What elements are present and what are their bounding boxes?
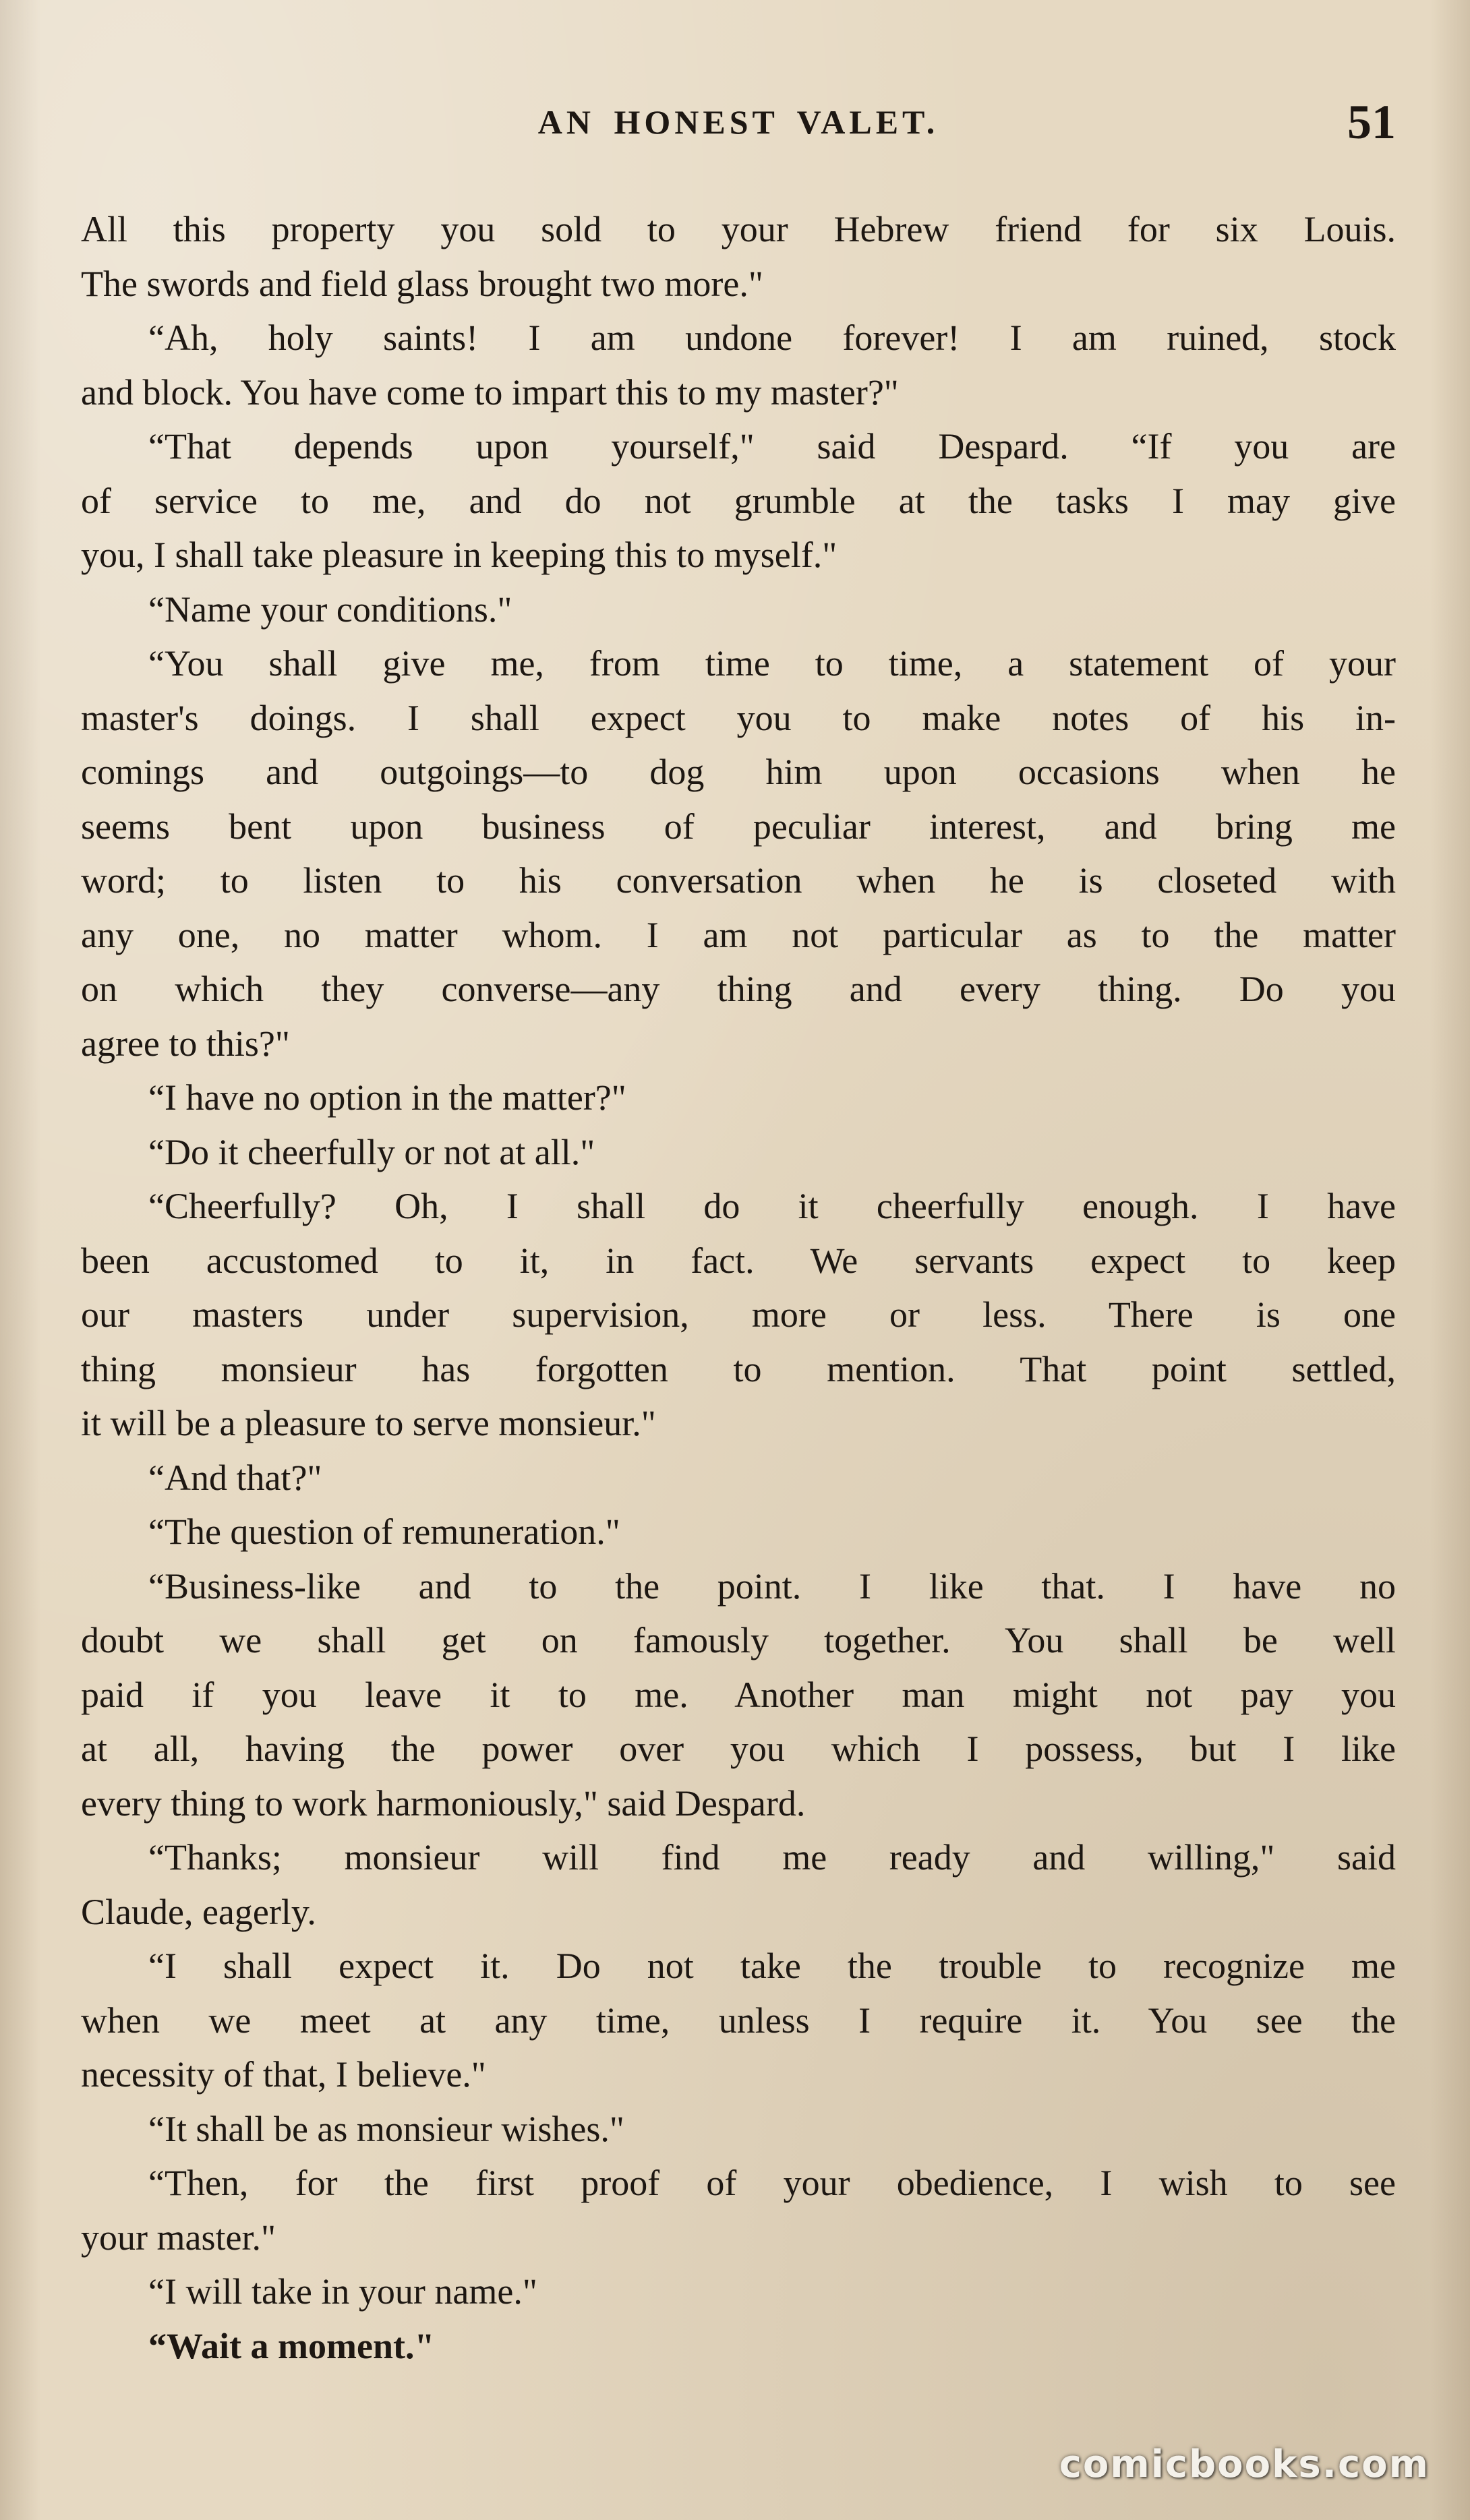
- text-line: “Wait a moment.": [148, 2325, 435, 2366]
- text-line: “Then, for the first proof of your obedience, I wish to see: [148, 2163, 1396, 2203]
- text-line: “Do it cheerfully or not at all.": [148, 1131, 595, 1172]
- text-line: every thing to work harmoniously," said Despard.: [81, 1782, 806, 1824]
- text-line: “You shall give me, from time to time, a statement of your: [148, 643, 1396, 684]
- text-line: you, I shall take pleasure in keeping this to myself.": [81, 535, 837, 575]
- text-line: our masters under supervision, more or less. There is one: [81, 1294, 1396, 1335]
- text-line: agree to this?": [81, 1023, 290, 1064]
- text-line: “The question of remuneration.": [148, 1511, 620, 1552]
- watermark: comicbooks.com: [1059, 2442, 1430, 2486]
- text-line: paid if you leave it to me. Another man might not pay you: [81, 1674, 1396, 1715]
- text-line: and block. You have come to impart this to my master?": [81, 371, 899, 413]
- text-line: The swords and field glass brought two more.": [81, 263, 763, 304]
- text-line: “Ah, holy saints! I am undone forever! I am ruined, stock: [148, 318, 1396, 358]
- text-line: “I will take in your name.": [148, 2271, 537, 2312]
- text-line: thing monsieur has forgotten to mention. That point settled,: [81, 1348, 1396, 1389]
- text-line: “Thanks; monsieur will find me ready and willing," said: [148, 1837, 1396, 1878]
- text-line: “Name your conditions.": [148, 589, 512, 630]
- text-line: All this property you sold to your Hebrew friend for six Louis.: [81, 209, 1396, 249]
- text-line: “I shall expect it. Do not take the trouble to recognize me: [148, 1946, 1396, 1986]
- text-line: Claude, eagerly.: [81, 1891, 316, 1932]
- text-line: on which they converse—any thing and every thing. Do you: [81, 969, 1396, 1009]
- page-number: 51: [1347, 95, 1396, 149]
- text-line: at all, having the power over you which I possess, but I like: [81, 1729, 1396, 1769]
- text-line: when we meet at any time, unless I require it. You see the: [81, 2000, 1396, 2041]
- text-line: “Business-like and to the point. I like that. I have no: [148, 1565, 1396, 1607]
- text-line: “That depends upon yourself," said Despard. “If you are: [148, 426, 1396, 467]
- text-line: of service to me, and do not grumble at the tasks I may give: [81, 480, 1396, 521]
- running-title: AN HONEST VALET.: [537, 103, 939, 141]
- running-head: [81, 94, 1396, 155]
- text-line: “And that?": [148, 1457, 322, 1498]
- text-line: your master.": [81, 2217, 276, 2258]
- body-text: [81, 202, 1396, 2373]
- text-line: comings and outgoings—to dog him upon occasions when he: [81, 752, 1396, 792]
- text-line: master's doings. I shall expect you to make notes of his in-: [81, 697, 1396, 738]
- text-line: it will be a pleasure to serve monsieur.": [81, 1403, 656, 1443]
- text-line: seems bent upon business of peculiar interest, and bring me: [81, 806, 1396, 847]
- text-line: doubt we shall get on famously together. You shall be well: [81, 1620, 1396, 1660]
- text-line: any one, no matter whom. I am not particular as to the matter: [81, 914, 1396, 955]
- text-line: “It shall be as monsieur wishes.": [148, 2108, 624, 2149]
- text-line: been accustomed to it, in fact. We servants expect to keep: [81, 1240, 1396, 1281]
- text-line: word; to listen to his conversation when he is closeted with: [81, 860, 1396, 901]
- text-line: necessity of that, I believe.": [81, 2054, 486, 2095]
- text-line: “Cheerfully? Oh, I shall do it cheerfully enough. I have: [148, 1186, 1396, 1226]
- text-line: “I have no option in the matter?": [148, 1077, 626, 1118]
